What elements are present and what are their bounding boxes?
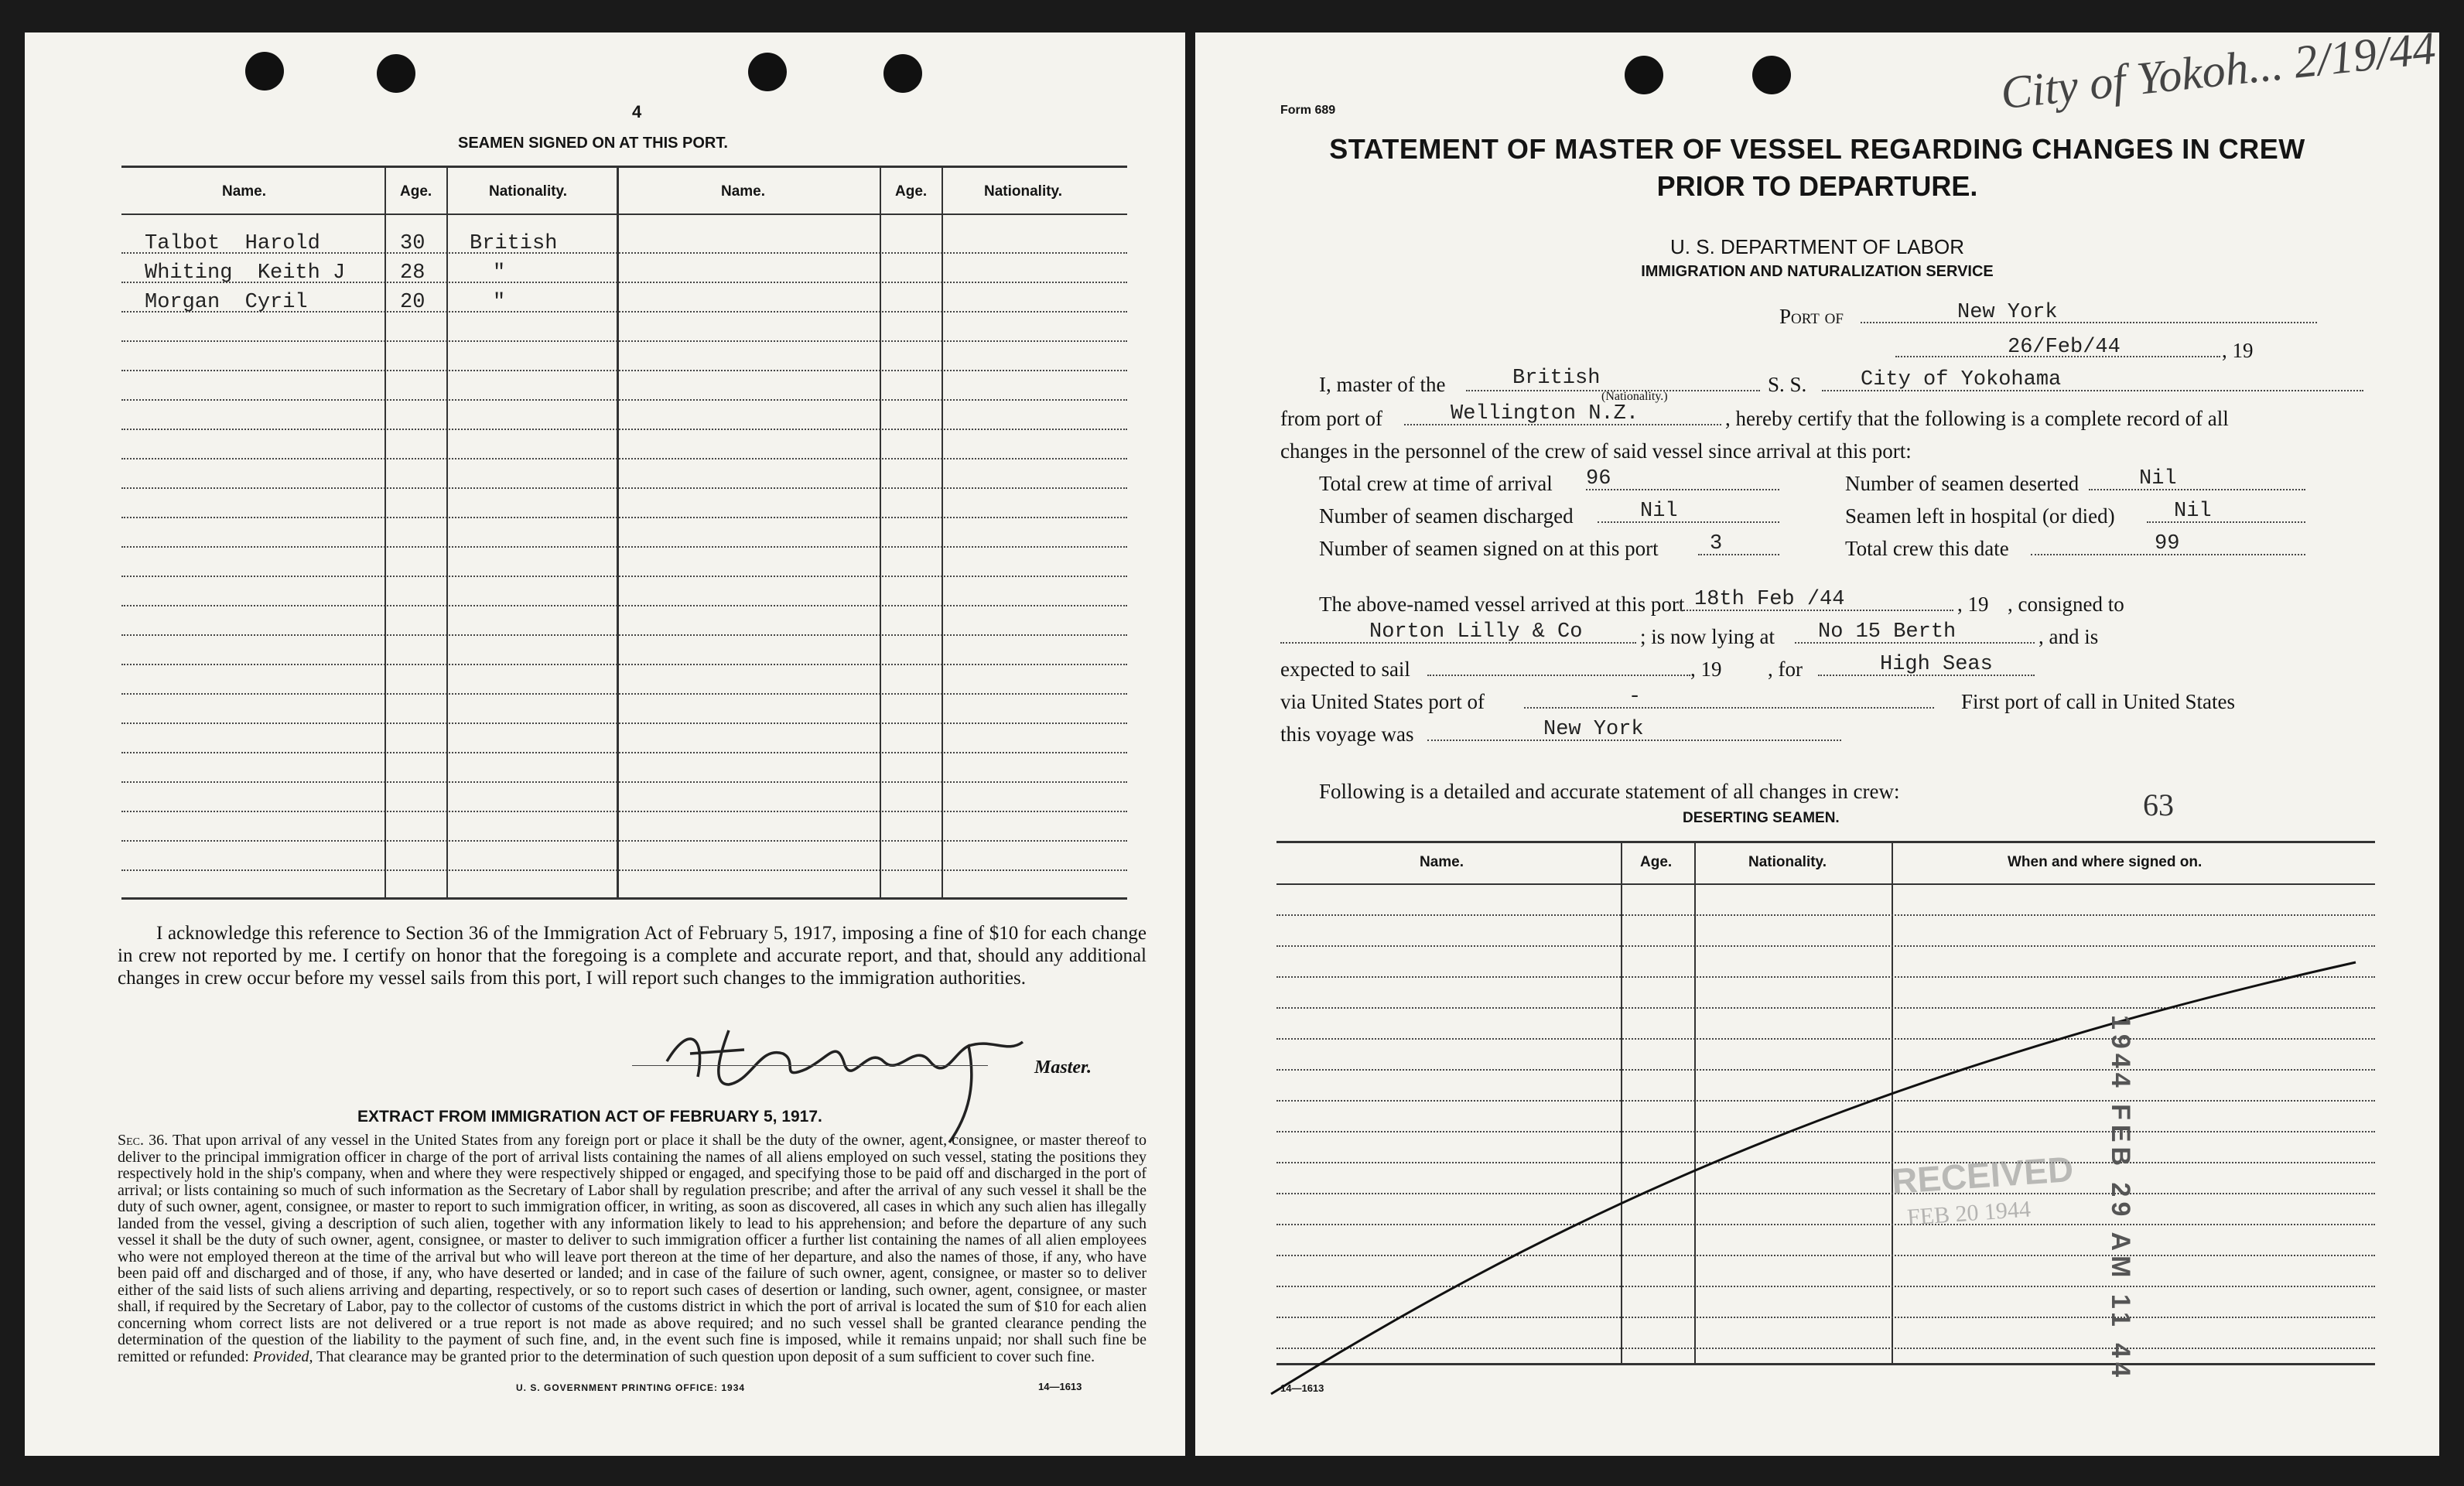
ship-name: City of Yokohama [1861,368,2062,391]
and-is-label: , and is [2039,625,2099,648]
col-header-age: Age. [400,183,432,200]
col-header-when-where: When and where signed on. [2008,854,2203,870]
row-rule [121,399,1127,401]
arrived-value: 18th Feb /44 [1694,588,1845,611]
berth-value: No 15 Berth [1818,620,1957,644]
received-stamp-date: FEB 20 1944 [1906,1196,2032,1231]
following-text: Following is a detailed and accurate statement of all changes in crew: [1319,780,1900,803]
row-rule [121,605,1127,606]
fill-line [1427,675,1690,676]
table-top-rule [1276,841,2375,843]
seaman-nationality: " [493,291,506,314]
signed-on-label: Number of seamen signed on at this port [1319,537,1659,560]
handwritten-note: City of Yokoh... 2/19/44 [1998,22,2438,119]
row-rule [121,370,1127,371]
hospital-value: Nil [2174,500,2212,523]
seaman-name: Morgan Cyril [145,291,308,314]
row-rule [121,487,1127,489]
total-crew-arrival-value: 96 [1586,467,1611,490]
row-rule [121,752,1127,753]
consignee-value: Norton Lilly & Co [1369,620,1583,644]
total-crew-date-label: Total crew this date [1845,537,2009,560]
via-value: - [1628,685,1642,709]
punch-hole [1752,56,1791,94]
row-rule [1276,914,2375,916]
row-rule [121,458,1127,459]
col-divider [617,166,619,897]
extract-tail: That clearance may be granted prior to the determination of such question upon deposit of a sum sufficient to cover such fine. [316,1348,1095,1365]
extract-text: That upon arrival of any vessel in the United States from any foreign port or place it shall be the duty of the owner, agent, consignee, or master thereof to deliver to the principal immigration officer in charge of the port of arrival lists containing the names of all aliens employed on such vessel, stating the positions they respectively hold in the ship's company, when and where they were respectively shipped or engaged, and specifying those to be paid off and discharged in the port of arrival; or lists containing so much of such information as the Secretary of Labor shall by regulation prescribe; and after the arrival of any such vessel it shall be the duty of such owner, agent, consignee, or master to report to such immigration officer, in writing, as soon as discovered, all cases in which any such alien has illegally landed from the vessel, giving a description of such alien, together with any information likely to lead to his apprehension; and before the departure of any such vessel it shall be the duty of such owner, agent, consignee, or master to deliver to such immigration officer a further list containing the names of all alien employees who were not employed thereon at the time of the arrival but who will leave port thereon at the time of her departure, and also the names of those, if any, who have been paid off and discharged and of those, if any, who have deserted or landed; and in case of the failure of such owner, agent, consignee, or master so to deliver either of the said lists of such aliens arriving and departing, respectively, or so to report such cases of desertion or landing, such owner, agent, consignee, or master shall, if required by the Secretary of Labor, pay to the collector of customs of the customs district in which the port of arrival is located the sum of $10 for each alien concerning whom correct lists are not delivered or a true report is not made as above required; and no such vessel shall be granted clearance pending the determination of the question of the liability to the payment of such fine, and, in the event such fine is imposed, while it remains unpaid; nor shall such fine be remitted or refunded: [118,1132,1147,1365]
fill-line [2147,521,2305,523]
table-header-rule [1276,883,2375,885]
nationality-caption: (Nationality.) [1601,390,1668,403]
form-code: 14—1613 [1038,1381,1082,1392]
fill-line [1598,521,1779,523]
printer-line: U. S. GOVERNMENT PRINTING OFFICE: 1934 [516,1382,746,1393]
col-divider [384,166,386,897]
form-number: Form 689 [1280,104,1336,117]
row-rule [121,546,1127,548]
arrived-year: , 19 [1957,593,1989,616]
expected-label: expected to sail [1280,658,1410,681]
col-divider [446,166,448,897]
col-header-nationality-2: Nationality. [984,183,1062,200]
port-value: New York [1957,301,2058,324]
discharged-label: Number of seamen discharged [1319,504,1574,528]
ss-label: S. S. [1768,373,1807,396]
row-rule [121,576,1127,577]
row-rule [121,693,1127,695]
seaman-name: Whiting Keith J [145,261,346,285]
row-rule [121,723,1127,724]
row-rule [121,664,1127,665]
page-number: 4 [632,102,642,121]
master-of-label: I, master of the [1319,373,1446,396]
col-header-name: Name. [1420,854,1464,870]
nationality-value: British [1512,367,1601,390]
punch-hole [1625,56,1663,94]
row-rule [121,634,1127,636]
discharged-value: Nil [1640,500,1678,523]
row-rule [121,811,1127,812]
seaman-nationality: " [493,261,506,285]
col-header-age-2: Age. [895,183,928,200]
first-port-label: First port of call in United States [1961,690,2235,713]
total-crew-date-value: 99 [2155,532,2180,555]
date-stamp-text: 1944 FEB 29 AM 11 44 [2106,1015,2135,1382]
extract-body [118,1132,1147,1365]
signature-line [632,1065,988,1066]
col-header-age: Age. [1640,854,1673,870]
certify-text: , hereby certify that the following is a complete record of all [1725,407,2229,430]
form-code: 14—1613 [1280,1382,1324,1394]
received-stamp: RECEIVED [1890,1148,2075,1202]
section-title: SEAMEN SIGNED ON AT THIS PORT. [458,135,728,152]
hospital-label: Seamen left in hospital (or died) [1845,504,2115,528]
arrived-label: The above-named vessel arrived at this port [1319,593,1685,616]
voyage-value: New York [1543,718,1644,741]
master-label: Master. [1034,1057,1092,1078]
changes-text: changes in the personnel of the crew of said vessel since arrival at this port: [1280,439,1912,463]
seaman-age: 20 [400,291,425,314]
seaman-age: 30 [400,232,425,255]
consigned-label: , consigned to [2008,593,2124,616]
acknowledgement-text: I acknowledge this reference to Section 36 of the Immigration Act of February 5, 1917, imposing a fine of $10 for each change in crew not reported by me. I certify on honor that the foregoing is a complete and accurate report, and that, should any additional changes in crew occur before my vessel sails from this port, I will report such changes to the immigration authorities. [118,923,1147,989]
punch-hole [245,52,284,91]
page-mark: 63 [2143,787,2174,822]
for-label: , for [1768,658,1803,681]
row-rule [121,340,1127,342]
col-divider [880,166,881,897]
seaman-nationality: British [470,232,558,255]
row-rule [121,840,1127,842]
extract-title: EXTRACT FROM IMMIGRATION ACT OF FEBRUARY 5, 1917. [357,1108,822,1126]
col-header-nationality: Nationality. [489,183,567,200]
deserted-label: Number of seamen deserted [1845,472,2080,495]
fill-line [2089,489,2305,490]
form-title-line2: PRIOR TO DEPARTURE. [1656,170,1978,202]
col-header-name-2: Name. [721,183,766,200]
cancel-strike-line [1265,922,2363,1402]
voyage-label: this voyage was [1280,723,1414,746]
punch-hole [748,53,787,91]
row-rule [121,869,1127,871]
signed-on-value: 3 [1710,532,1723,555]
from-port-label: from port of [1280,407,1382,430]
extract-lead: Sec. 36. [118,1132,169,1149]
col-divider [942,166,943,897]
table-header-rule [121,214,1127,215]
service-name: IMMIGRATION AND NATURALIZATION SERVICE [1641,263,1994,280]
form-title-line1: STATEMENT OF MASTER OF VESSEL REGARDING CHANGES IN CREW [1329,133,2305,165]
left-page [25,32,1185,1456]
col-header-nationality: Nationality. [1748,854,1827,870]
deserted-value: Nil [2139,467,2177,490]
fill-line [1524,707,1934,709]
punch-hole [883,54,922,93]
destination-value: High Seas [1880,653,1993,676]
table-top-rule [121,166,1127,168]
date-value: 26/Feb/44 [2008,336,2121,359]
seaman-age: 28 [400,261,425,285]
row-rule [121,781,1127,783]
col-header-name: Name. [222,183,267,200]
department-name: U. S. DEPARTMENT OF LABOR [1670,235,1964,258]
extract-provided: Provided, [252,1348,313,1365]
table-bottom-rule [121,897,1127,900]
deserting-title: DESERTING SEAMEN. [1683,810,1840,826]
seaman-name: Talbot Harold [145,232,320,255]
date-year: , 19 [2222,339,2254,362]
total-crew-arrival-label: Total crew at time of arrival [1319,472,1553,495]
fill-line [1586,489,1779,490]
from-port-value: Wellington N.Z. [1451,402,1639,425]
port-label: Port of [1779,305,1844,328]
right-page [1195,22,2439,1456]
row-rule [121,429,1127,430]
lying-label: ; is now lying at [1640,625,1775,648]
via-label: via United States port of [1280,690,1485,713]
expected-year: , 19 [1690,658,1722,681]
port-line [1861,322,2317,323]
punch-hole [377,54,415,93]
row-rule [121,517,1127,518]
